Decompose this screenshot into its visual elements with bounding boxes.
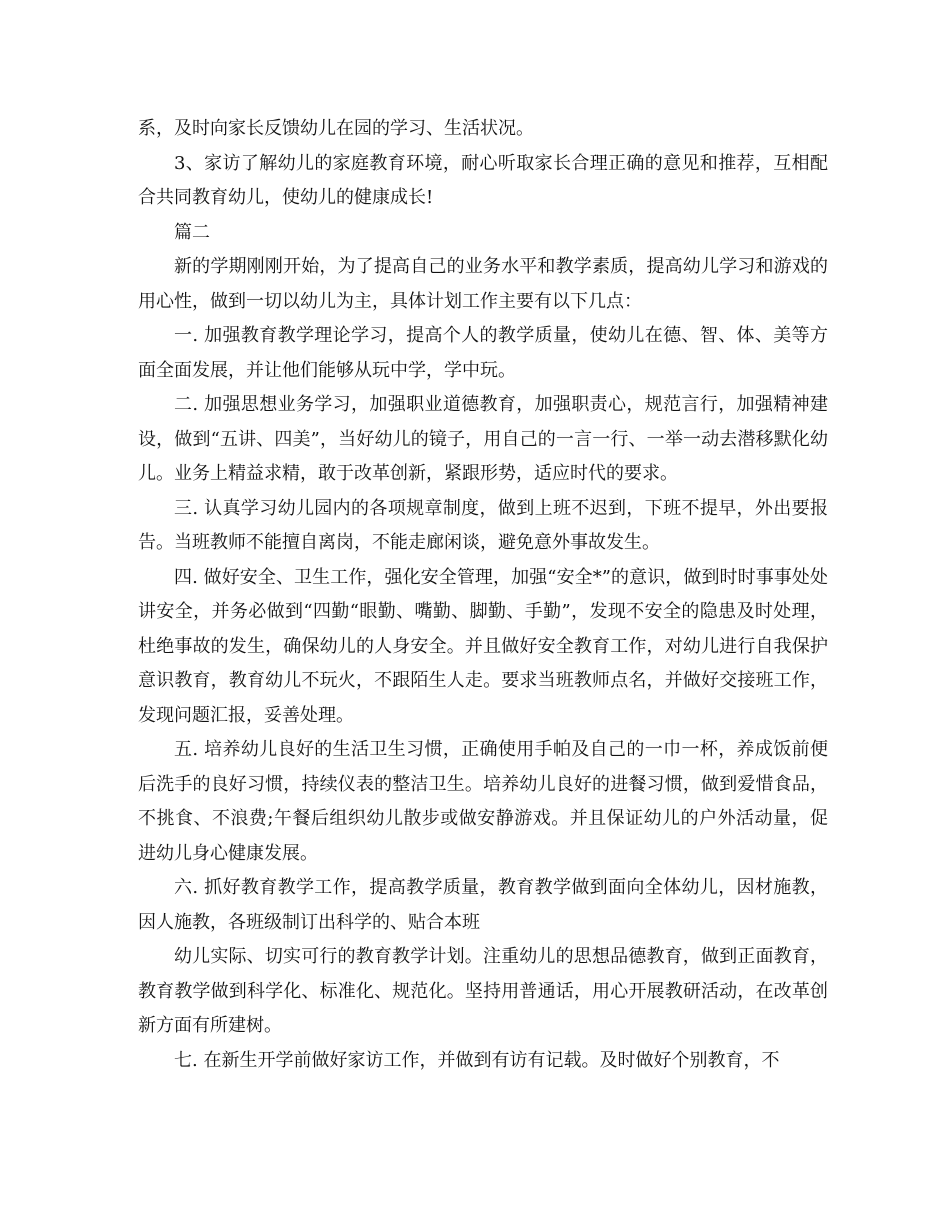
- paragraph-1: 系，及时向家长反馈幼儿在园的学习、生活状况。: [138, 118, 534, 139]
- paragraph-item-6-continued: 幼儿实际、切实可行的教育教学计划。注重幼儿的思想品德教育，做到正面教育，教育教学做到科学化、标准化、规范化。坚持用普通话，用心开展教研活动，在改革创新方面有所建树。: [138, 946, 828, 1036]
- paragraph-intro: 新的学期刚刚开始，为了提高自己的业务水平和教学素质，提高幼儿学习和游戏的用心性，做到一切以幼儿为主，具体计划工作主要有以下几点：: [138, 256, 828, 312]
- paragraph-item-1: 一. 加强教育教学理论学习，提高个人的教学质量，使幼儿在德、智、体、美等方面全面发展，并让他们能够从玩中学，学中玩。: [138, 325, 828, 381]
- document-page: [138, 112, 828, 1078]
- paragraph-item-2: 二. 加强思想业务学习，加强职业道德教育，加强职责心，规范言行，加强精神建设，做到“五讲、四美”，当好幼儿的镜子，用自己的一言一行、一举一动去潜移默化幼儿。业务上精益求精，敢于改革创新，紧跟形势，适应时代的要求。: [138, 394, 828, 484]
- paragraph-2: 3、家访了解幼儿的家庭教育环境，耐心听取家长合理正确的意见和推荐，互相配合共同教育幼儿，使幼儿的健康成长!: [138, 152, 828, 208]
- paragraph-item-7: 七. 在新生开学前做好家访工作，并做到有访有记载。及时做好个别教育，不: [174, 1049, 780, 1071]
- paragraph-item-5: 五. 培养幼儿良好的生活卫生习惯，正确使用手帕及自己的一巾一杯，养成饭前便后洗手的良好习惯，持续仪表的整洁卫生。培养幼儿良好的进餐习惯，做到爱惜食品，不挑食、不浪费;午餐后组织幼儿散步或做安静游戏。并且保证幼儿的户外活动量，促进幼儿身心健康发展。: [138, 739, 828, 864]
- section-heading: 篇二: [174, 221, 210, 243]
- paragraph-item-4: 四. 做好安全、卫生工作，强化安全管理，加强“安全*”的意识，做到时时事事处处讲安全，并务必做到“四勤“眼勤、嘴勤、脚勤、手勤”，发现不安全的隐患及时处理，杜绝事故的发生，确保幼儿的人身安全。并且做好安全教育工作，对幼儿进行自我保护意识教育，教育幼儿不玩火，不跟陌生人走。要求当班教师点名，并做好交接班工作，发现问题汇报，妥善处理。: [138, 566, 828, 726]
- paragraph-item-6: 六. 抓好教育教学工作，提高教学质量，教育教学做到面向全体幼儿，因材施教，因人施教，各班级制订出科学的、贴合本班: [138, 877, 828, 933]
- paragraph-item-3: 三. 认真学习幼儿园内的各项规章制度，做到上班不迟到，下班不提早，外出要报告。当班教师不能擅自离岗，不能走廊闲谈，避免意外事故发生。: [138, 497, 828, 553]
